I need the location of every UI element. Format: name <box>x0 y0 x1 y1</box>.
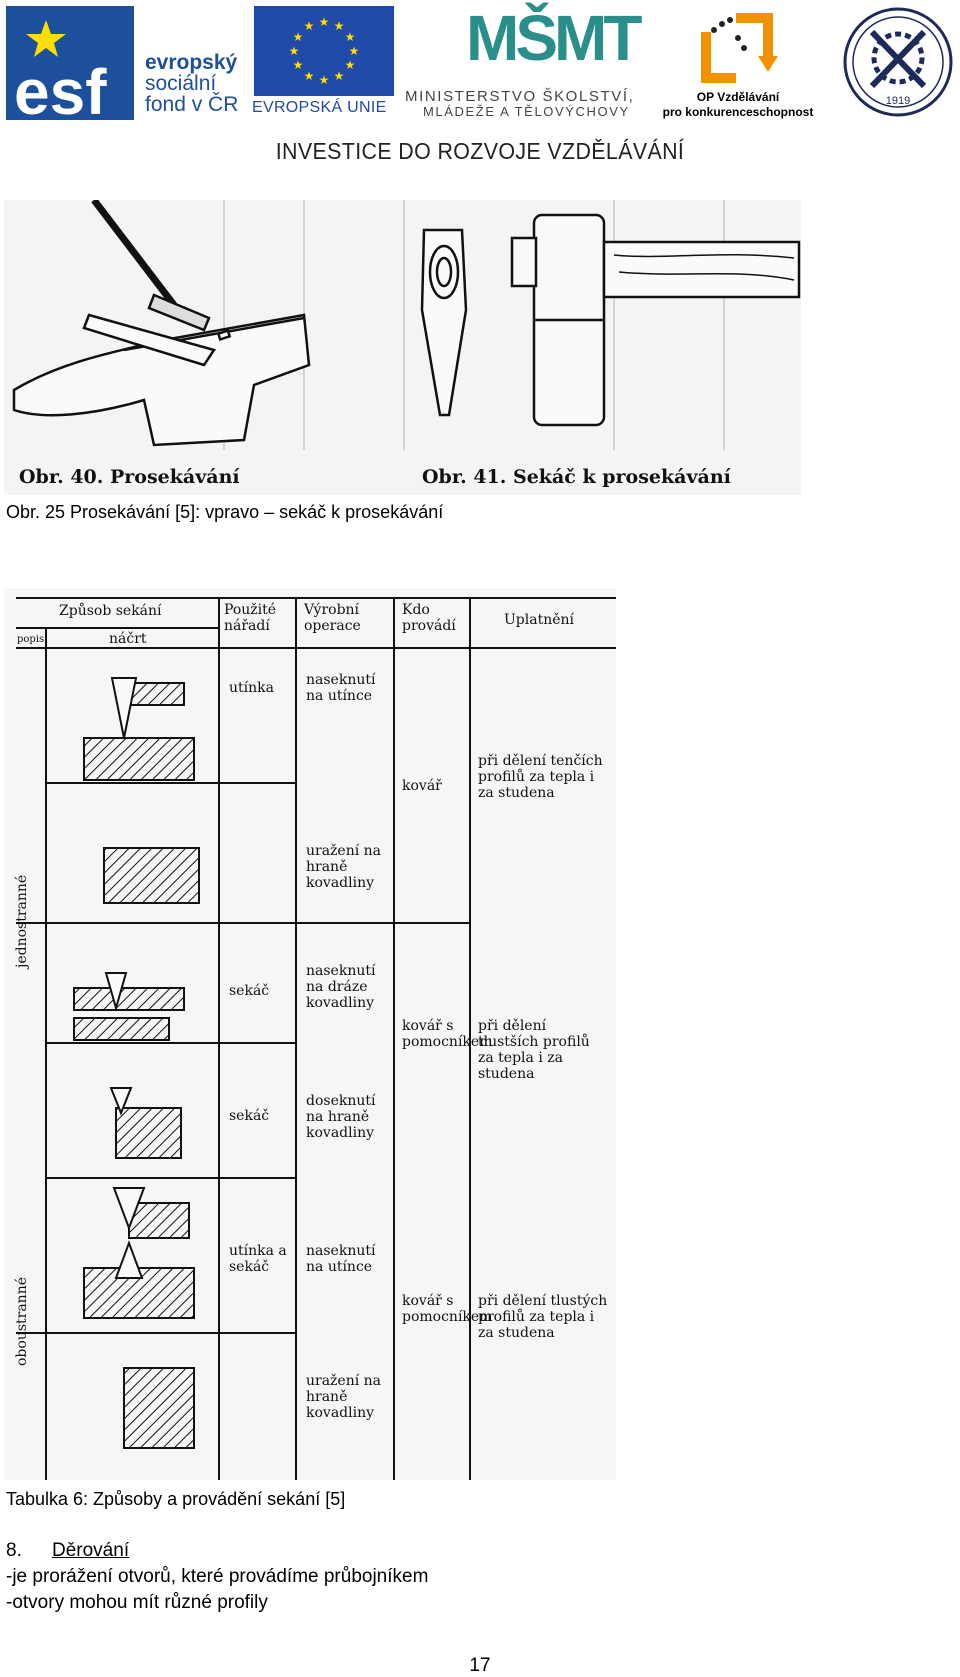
side-label-two: oboustranné <box>14 1276 30 1366</box>
table-6-image <box>4 588 616 1480</box>
esf-logo <box>6 6 134 120</box>
section-number: 8. <box>6 1540 22 1561</box>
msmt-name-line1: MINISTERSTVO ŠKOLSTVÍ, <box>405 88 635 105</box>
header-use: Uplatnění <box>504 612 575 628</box>
row-1-tool: utínka <box>229 680 274 696</box>
use-3: při dělení tlustých profilů za tepla i za studena <box>478 1293 608 1341</box>
svg-text:★: ★ <box>344 58 356 72</box>
row-1-operation: naseknutí na utínce <box>306 672 376 704</box>
use-2: při dělení tlustších profilů za tepla i za studena <box>478 1018 590 1082</box>
op-logo <box>692 8 780 88</box>
who-2: kovář s pomocníkem <box>402 1018 493 1050</box>
tagline: INVESTICE DO ROZVOJE VZDĚLÁVÁNÍ <box>275 138 685 164</box>
figure-1-label-left: Obr. 40. Prosekávání <box>19 466 240 488</box>
svg-text:★: ★ <box>303 69 315 83</box>
svg-text:★: ★ <box>292 58 304 72</box>
section-line-1: -je prorážení otvorů, které provádíme průbojníkem <box>6 1566 429 1587</box>
header-popis: popis <box>17 634 45 645</box>
header-method: Způsob sekání <box>59 603 162 619</box>
esf-name: evropský sociální fond v ČR <box>145 51 239 116</box>
row-6-operation: uražení na hraně kovadliny <box>306 1373 382 1421</box>
row-3-tool: sekáč <box>229 983 270 999</box>
msmt-name-line2: MLÁDEŽE A TĚLOVÝCHOVY <box>423 104 630 119</box>
header-sketch: náčrt <box>109 631 147 647</box>
row-3-operation: naseknutí na dráze kovadliny <box>306 963 376 1011</box>
figure-1-label-right: Obr. 41. Sekáč k prosekávání <box>422 466 731 488</box>
svg-text:★: ★ <box>292 30 304 44</box>
svg-text:★: ★ <box>288 44 300 58</box>
who-1: kovář <box>402 778 442 794</box>
use-1: při dělení tenčích profilů za tepla i za studena <box>478 753 603 801</box>
msmt-logo: MŠMT <box>466 2 639 74</box>
who-3: kovář s pomocníkem <box>402 1293 493 1325</box>
svg-text:★: ★ <box>318 73 330 87</box>
svg-text:★: ★ <box>318 15 330 29</box>
svg-text:esf: esf <box>14 56 107 120</box>
header-who: Kdo provádí <box>402 602 456 634</box>
row-5-operation: naseknutí na utínce <box>306 1243 376 1275</box>
figure-1-image <box>4 200 801 495</box>
svg-text:★: ★ <box>333 19 345 33</box>
table-6-caption: Tabulka 6: Způsoby a provádění sekání [5] <box>6 1489 346 1509</box>
svg-text:★: ★ <box>303 19 315 33</box>
school-seal <box>842 6 954 118</box>
figure-1-caption: Obr. 25 Prosekávání [5]: vpravo – sekáč k prosekávání <box>6 502 444 522</box>
row-2-operation: uražení na hraně kovadliny <box>306 843 382 891</box>
seal-year: 1919 <box>885 95 911 107</box>
row-4-operation: doseknutí na hraně kovadliny <box>306 1093 376 1141</box>
figure-1-drawing <box>4 200 801 495</box>
eu-flag <box>254 6 394 96</box>
svg-text:★: ★ <box>333 69 345 83</box>
row-4-tool: sekáč <box>229 1108 270 1124</box>
page-number: 17 <box>469 1655 491 1676</box>
header-tools: Použité nářadí <box>224 602 277 634</box>
side-label-one: jednostranné <box>14 874 30 968</box>
eu-label: EVROPSKÁ UNIE <box>252 99 387 116</box>
section-line-2: -otvory mohou mít různé profily <box>6 1592 268 1613</box>
header-operation: Výrobní operace <box>304 602 361 634</box>
row-5-tool: utínka a sekáč <box>229 1243 287 1275</box>
svg-text:★: ★ <box>348 44 360 58</box>
section-title: Děrování <box>52 1540 130 1561</box>
svg-text:★: ★ <box>344 30 356 44</box>
op-name: OP Vzdělávání pro konkurenceschopnost <box>662 90 814 119</box>
